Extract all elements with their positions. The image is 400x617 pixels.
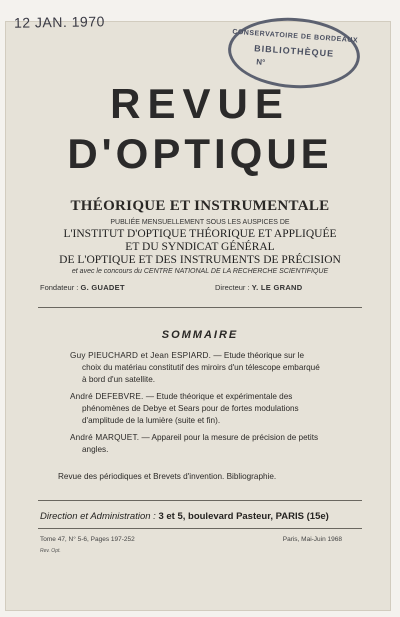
divider-footer (38, 528, 362, 529)
administration-label: Direction et Administration : (40, 511, 156, 522)
revue-periodiques-line: Revue des périodiques et Brevets d'invention. Bibliographie. (58, 472, 277, 481)
founder-line (40, 283, 125, 292)
journal-abbrev: Rev. Opt. (40, 548, 61, 554)
library-stamp-line3: N° (255, 57, 266, 68)
journal-title-line2: D'OPTIQUE (67, 130, 333, 177)
industry-line: DE L'OPTIQUE ET DES INSTRUMENTS DE PRÉCISION (59, 254, 341, 266)
director-name: Y. LE GRAND (251, 283, 303, 292)
syndicat-line: ET DU SYNDICAT GÉNÉRAL (125, 241, 275, 253)
administration-line (40, 511, 329, 522)
published-under-line: PUBLIÉE MENSUELLEMENT SOUS LES AUSPICES DE (110, 219, 290, 226)
issue-date: Paris, Mai-Juin 1968 (282, 536, 342, 543)
journal-title-line1: REVUE (110, 80, 290, 127)
article-2 (70, 391, 324, 427)
article-3 (70, 432, 324, 456)
library-stamp-line2: BIBLIOTHÈQUE (253, 43, 335, 59)
administration-address: 3 et 5, boulevard Pasteur, PARIS (15e) (158, 511, 329, 522)
volume-info: Tome 47, N° 5-6, Pages 197-252 (40, 536, 135, 543)
article-authors: André DEFEBVRE. (70, 392, 144, 401)
article-title: — Appareil pour la mesure de précision de petits angles. (82, 433, 319, 454)
article-1 (70, 350, 324, 386)
founder-label: Fondateur : (40, 283, 79, 292)
cnrs-line: et avec le concours du CENTRE NATIONAL DE LA RECHERCHE SCIENTIFIQUE (71, 268, 329, 275)
library-stamp-line1: CONSERVATOIRE DE BORDEAUX (232, 28, 359, 45)
journal-subtitle: THÉORIQUE ET INSTRUMENTALE (70, 198, 330, 214)
institut-line: L'INSTITUT D'OPTIQUE THÉORIQUE ET APPLIQUÉE (63, 228, 337, 240)
founder-name: G. GUADET (80, 283, 125, 292)
director-line (215, 283, 303, 292)
date-stamp: 12 JAN. 1970 (13, 13, 105, 31)
article-title: — Etude théorique et expérimentale des phénomènes de Debye et Sears pour de fortes modulations d'amplitude de la lumière (suite et fin). (82, 392, 299, 425)
article-authors: Guy PIEUCHARD et Jean ESPIARD. (70, 351, 212, 360)
sommaire-heading: SOMMAIRE (161, 329, 239, 341)
divider-top (38, 307, 362, 308)
director-label: Directeur : (215, 283, 250, 292)
article-title: — Etude théorique sur le choix du matériau constitutif des miroirs d'un télescope embarqué à bord d'un satellite. (82, 351, 320, 384)
divider-bottom (38, 500, 362, 501)
article-authors: André MARQUET. (70, 433, 140, 442)
